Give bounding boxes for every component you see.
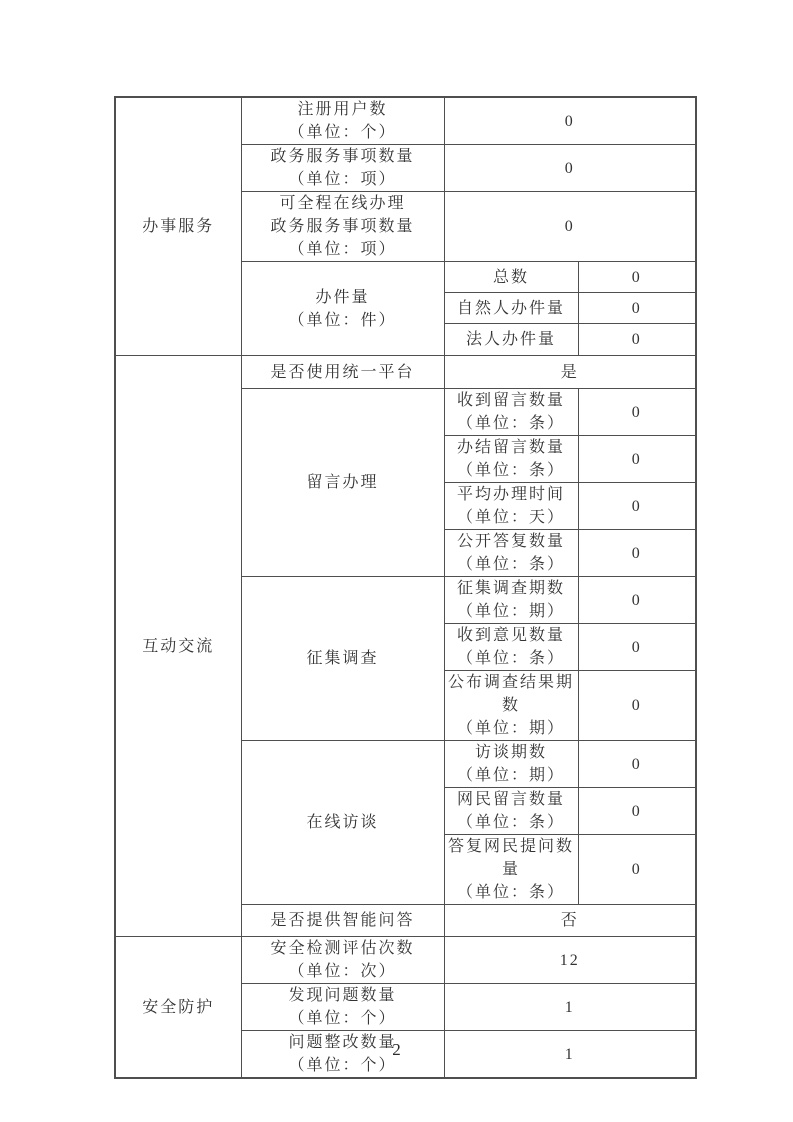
value-cell: 0	[578, 788, 696, 835]
metric-label: 平均办理时间	[456, 486, 565, 503]
unit-label: （单位：条）	[456, 415, 565, 432]
metric-cell: 是否使用统一平台	[241, 356, 444, 389]
value-cell: 1	[444, 984, 696, 1031]
metric-label: 公布调查结果期数	[447, 674, 574, 714]
sub-metric-cell: 总数	[444, 262, 578, 293]
unit-label: （单位：项）	[288, 171, 397, 188]
sub-metric-cell	[444, 436, 578, 483]
page-number: 2	[392, 1040, 401, 1059]
unit-label: （单位：个）	[288, 1010, 397, 1027]
unit-label: （单位：条）	[456, 884, 565, 901]
metric-label: 安全检测评估次数	[270, 940, 415, 957]
unit-label: （单位：条）	[456, 462, 565, 479]
value-cell: 否	[444, 905, 696, 937]
metric-label: 收到意见数量	[456, 627, 565, 644]
value-cell: 0	[578, 530, 696, 577]
group-cell: 留言办理	[241, 389, 444, 577]
value-cell: 1	[444, 1031, 696, 1079]
unit-label: （单位：期）	[456, 767, 565, 784]
value-cell: 0	[578, 483, 696, 530]
group-cell: 在线访谈	[241, 741, 444, 905]
value-cell: 0	[578, 262, 696, 293]
metric-label: 访谈期数	[474, 744, 547, 761]
category-cell-interaction: 互动交流	[115, 356, 241, 937]
unit-label: （单位：条）	[456, 814, 565, 831]
value-cell: 是	[444, 356, 696, 389]
unit-label: （单位：项）	[288, 241, 397, 258]
metric-label: 政务服务事项数量	[270, 218, 415, 235]
value-cell: 12	[444, 937, 696, 984]
value-cell: 0	[578, 741, 696, 788]
group-cell	[241, 262, 444, 356]
group-label: 办件量	[315, 288, 370, 306]
unit-label: （单位：个）	[288, 124, 397, 141]
metric-label: 可全程在线办理	[279, 195, 406, 212]
metric-cell	[241, 937, 444, 984]
unit-label: （单位：次）	[288, 963, 397, 980]
value-cell: 0	[444, 145, 696, 192]
metric-label: 公开答复数量	[456, 533, 565, 550]
metric-label: 收到留言数量	[456, 392, 565, 409]
metric-label: 问题整改数量	[288, 1034, 397, 1051]
sub-metric-cell: 法人办件量	[444, 324, 578, 356]
metric-label: 注册用户数	[297, 101, 388, 118]
metric-label: 网民留言数量	[456, 791, 565, 808]
sub-metric-cell	[444, 671, 578, 741]
metric-label: 发现问题数量	[288, 987, 397, 1004]
sub-metric-cell	[444, 389, 578, 436]
sub-metric-cell	[444, 741, 578, 788]
unit-label: （单位：期）	[456, 720, 565, 737]
metric-cell	[241, 192, 444, 262]
unit-label: （单位：件）	[288, 311, 397, 329]
value-cell: 0	[444, 97, 696, 145]
value-cell: 0	[578, 577, 696, 624]
sub-metric-cell: 自然人办件量	[444, 293, 578, 324]
metric-cell: 是否提供智能问答	[241, 905, 444, 937]
sub-metric-cell	[444, 835, 578, 905]
value-cell: 0	[444, 192, 696, 262]
sub-metric-cell	[444, 530, 578, 577]
unit-label: （单位：天）	[456, 509, 565, 526]
category-cell-security: 安全防护	[115, 937, 241, 1079]
metric-cell	[241, 984, 444, 1031]
metric-label: 征集调查期数	[456, 580, 565, 597]
value-cell: 0	[578, 293, 696, 324]
sub-metric-cell	[444, 577, 578, 624]
sub-metric-cell	[444, 788, 578, 835]
annual-report-table	[114, 96, 697, 1079]
value-cell: 0	[578, 436, 696, 483]
unit-label: （单位：条）	[456, 556, 565, 573]
metric-label: 政务服务事项数量	[270, 148, 415, 165]
unit-label: （单位：条）	[456, 650, 565, 667]
metric-label: 答复网民提问数量	[447, 838, 574, 878]
metric-label: 办结留言数量	[456, 439, 565, 456]
group-cell: 征集调查	[241, 577, 444, 741]
metric-cell	[241, 97, 444, 145]
value-cell: 0	[578, 671, 696, 741]
value-cell: 0	[578, 624, 696, 671]
category-cell-service: 办事服务	[115, 97, 241, 356]
value-cell: 0	[578, 835, 696, 905]
value-cell: 0	[578, 324, 696, 356]
metric-cell	[241, 145, 444, 192]
value-cell: 0	[578, 389, 696, 436]
unit-label: （单位：个）	[288, 1057, 397, 1074]
unit-label: （单位：期）	[456, 603, 565, 620]
sub-metric-cell	[444, 624, 578, 671]
sub-metric-cell	[444, 483, 578, 530]
